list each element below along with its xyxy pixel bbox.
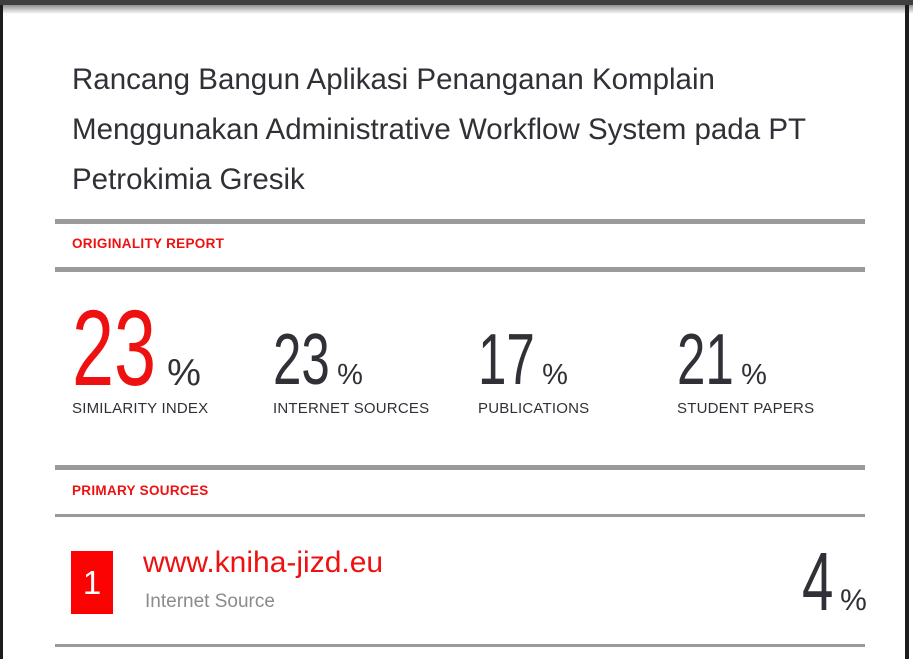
student-papers-value: 21 bbox=[677, 320, 734, 400]
similarity-index-value: 23 bbox=[72, 287, 157, 408]
source-number-badge bbox=[71, 551, 113, 614]
internet-sources-value: 23 bbox=[273, 320, 330, 400]
stat-publications bbox=[478, 290, 677, 420]
source-match-value: 4 bbox=[802, 535, 834, 628]
source-row-divider bbox=[55, 644, 865, 647]
section-divider-under-heading bbox=[55, 267, 865, 272]
publications-label: PUBLICATIONS bbox=[478, 400, 590, 417]
stat-internet-sources bbox=[273, 290, 478, 420]
publications-value-row bbox=[478, 320, 568, 400]
student-papers-label: STUDENT PAPERS bbox=[677, 400, 815, 417]
publications-value: 17 bbox=[478, 320, 535, 400]
source-match-percent-sign: % bbox=[840, 584, 867, 617]
student-papers-percent-sign: % bbox=[741, 359, 767, 391]
stat-similarity-index bbox=[72, 287, 273, 420]
publications-percent-sign: % bbox=[542, 359, 568, 391]
window-top-shadow bbox=[0, 5, 913, 14]
stat-student-papers bbox=[677, 290, 877, 420]
source-type-label: Internet Source bbox=[145, 591, 275, 612]
originality-report-heading: ORIGINALITY REPORT bbox=[72, 236, 225, 251]
primary-sources-heading: PRIMARY SOURCES bbox=[72, 483, 209, 498]
similarity-index-percent-sign: % bbox=[167, 352, 201, 394]
section-divider-top bbox=[55, 219, 865, 224]
document-title: Rancang Bangun Aplikasi Penanganan Komplain Menggunakan Administrative Workflow System pada PT Petrokimia Gresik bbox=[72, 63, 806, 196]
source-url-link[interactable]: www.kniha-jizd.eu bbox=[143, 546, 384, 579]
window-left-border bbox=[0, 5, 3, 659]
similarity-index-value-row bbox=[72, 287, 201, 408]
window-right-border bbox=[905, 5, 909, 659]
source-match-percent bbox=[802, 535, 867, 628]
student-papers-value-row bbox=[677, 320, 767, 400]
section-divider-primary-sources-top bbox=[55, 465, 865, 470]
similarity-index-label: SIMILARITY INDEX bbox=[72, 400, 209, 417]
internet-sources-percent-sign: % bbox=[337, 359, 363, 391]
section-divider-primary-sources-bottom bbox=[55, 514, 865, 517]
internet-sources-value-row bbox=[273, 320, 363, 400]
source-number: 1 bbox=[82, 563, 102, 601]
internet-sources-label: INTERNET SOURCES bbox=[273, 400, 430, 417]
